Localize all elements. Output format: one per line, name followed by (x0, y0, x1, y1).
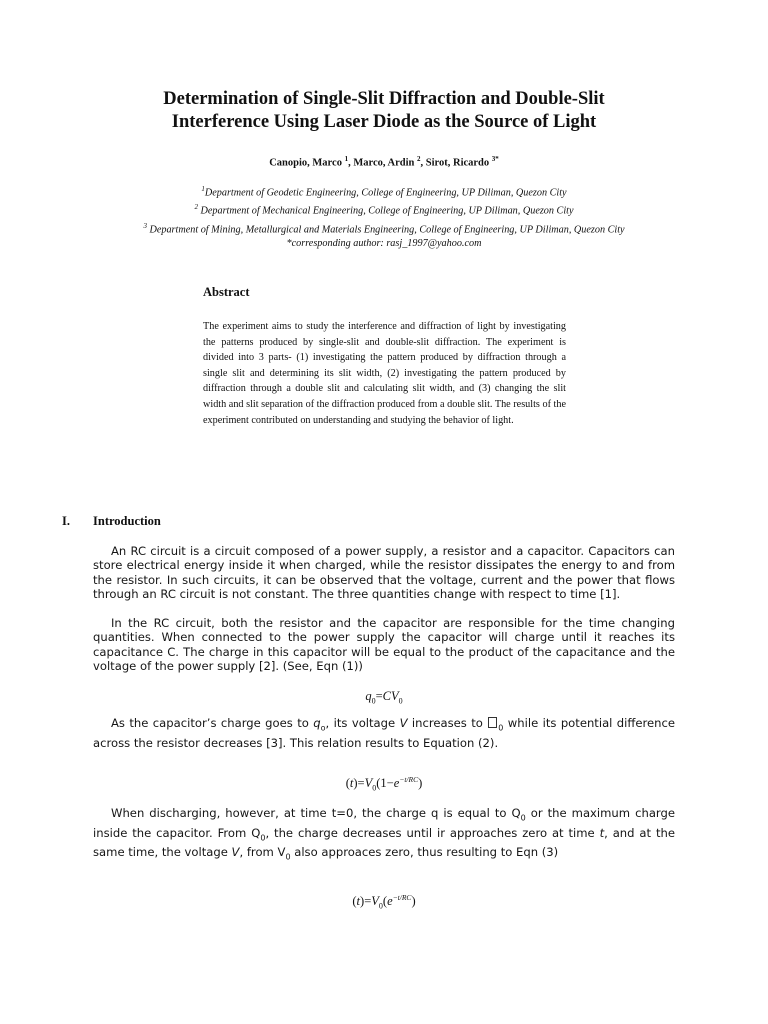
eq-symbol: t (349, 776, 354, 791)
eq-operator: ( (352, 894, 357, 909)
text-symbol: t (599, 825, 605, 840)
eq-subscript: 0 (372, 783, 377, 793)
eq-exponent: −t/RC (399, 775, 419, 784)
eq-operator: (1− (376, 776, 394, 791)
title-line-2: Interference Using Laser Diode as the Source of Light (171, 112, 597, 132)
text-subscript: 0 (520, 813, 526, 823)
affiliation (100, 182, 668, 200)
eq-exponent: −t/RC (392, 893, 412, 902)
paragraph-4 (93, 806, 675, 865)
text-symbol: V (399, 716, 408, 730)
text-run: , from V (239, 845, 286, 860)
paragraph-1: An RC circuit is a circuit composed of a power supply, a resistor and a capacitor. Capacitors can store electrical energy inside it when charged, while the resistor dissipates the energy to and from the resistor. In such circuits, it can be observed that the voltage, current and the power that flows through an RC circuit is not constant. The three quantities change with respect to time [1]. (93, 544, 675, 601)
affil-mark: 2 (194, 203, 198, 212)
eq-operator: ( (345, 776, 350, 791)
eq-subscript: 0 (398, 696, 403, 706)
eq-symbol: e (387, 894, 393, 909)
section-title: Introduction (93, 514, 161, 528)
affil-text: Department of Mining, Metallurgical and Materials Engineering, College of Engineering, UP Diliman, Quezon City (149, 224, 625, 236)
eq-symbol: q (365, 689, 372, 703)
author-name: Canopio, Marco (269, 157, 342, 169)
eq-symbol: V (364, 776, 373, 791)
text-run: When discharging, however, at time t=0, the charge q is equal to Q (111, 806, 521, 820)
paragraph-3 (93, 716, 675, 750)
affil-text: Department of Geodetic Engineering, College of Engineering, UP Diliman, Quezon City (204, 187, 567, 199)
eq-symbol: V (371, 894, 379, 909)
text-subscript: 0 (498, 723, 504, 733)
eq-symbol: CV (382, 689, 399, 703)
text-subscript: 0 (260, 832, 266, 842)
text-run: , and at the same time, the voltage (93, 825, 675, 860)
author-name: Sirot, Ricardo (425, 157, 490, 169)
affiliation (100, 200, 668, 218)
author-affil-mark: 2 (417, 155, 421, 163)
affiliation (100, 219, 668, 237)
author-name: Marco, Ardin (353, 157, 415, 169)
section-number: I. (62, 514, 70, 528)
equation-1 (0, 689, 768, 706)
eq-operator: )= (360, 894, 372, 909)
text-run: , its voltage (325, 716, 400, 730)
text-symbol: V (231, 845, 240, 860)
text-run: As the capacitor’s charge goes to (111, 716, 314, 730)
affil-mark: 3 (143, 221, 147, 230)
text-run: also approaces zero, thus resulting to Eqn (3) (290, 845, 559, 860)
paragraph-2: In the RC circuit, both the resistor and the capacitor are responsible for the time changing quantities. When connected to the power supply the capacitor will charge until it reaches its capacitance C. The charge in this capacitor will be equal to the product of the capacitance and the voltage of the power supply [2]. (See, Eqn (1)) (93, 616, 675, 673)
affil-mark: 1 (201, 185, 205, 193)
eq-operator: ) (411, 894, 416, 909)
eq-symbol: e (393, 776, 400, 791)
eq-operator: ) (418, 776, 423, 791)
missing-glyph-box (488, 717, 497, 728)
text-subscript: o (320, 723, 326, 733)
text-run: while its potential difference across the resistor decreases [3]. This relation results to Equation (2). (93, 716, 676, 750)
eq-operator: )= (353, 776, 365, 791)
paper-title (0, 88, 768, 134)
affil-text: Department of Mechanical Engineering, College of Engineering, UP Diliman, Quezon City (200, 205, 574, 217)
text-subscript: 0 (285, 852, 291, 862)
author-affil-mark: 3* (491, 155, 499, 163)
eq-symbol: t (356, 894, 361, 909)
author-list: Canopio, Marco $^1$, Marco, Ardin $^2$, Sirot, Ricardo $^{3*}$ (269, 155, 499, 169)
eq-subscript: 0 (371, 696, 376, 706)
eq-operator: ( (382, 894, 388, 909)
eq-subscript: 0 (378, 901, 383, 911)
eq-operator: = (375, 689, 383, 703)
text-run: , the charge decreases until ir approaches zero at time (265, 825, 600, 840)
author-affil-mark: 1 (344, 155, 349, 163)
abstract-body: The experiment aims to study the interference and diffraction of light by investigating the patterns produced by single-slit and double-slit diffraction. The experiment is divided into 3 parts- (1) investigating the pattern produced by diffraction through a single slit and determining its slit width, (2) investigating the pattern produced by diffraction through a double slit and calculating slit width, and (3) changing the slit width and slit separation of the diffraction produced from a double slit. The results of the experiment contributed on understanding and studying the behavior of light. (203, 321, 566, 426)
text-run: increases to (407, 716, 488, 730)
corresponding-author: *corresponding author: rasj_1997@yahoo.com (286, 238, 482, 250)
text-symbol: q (313, 716, 321, 730)
equation-2 (0, 775, 768, 793)
abstract-heading: Abstract (203, 285, 250, 299)
affiliations (100, 182, 668, 251)
text-run: or the maximum charge inside the capacitor. From Q (93, 806, 675, 840)
title-line-1: Determination of Single-Slit Diffraction and Double-Slit (163, 89, 605, 109)
equation-3 (0, 893, 768, 911)
